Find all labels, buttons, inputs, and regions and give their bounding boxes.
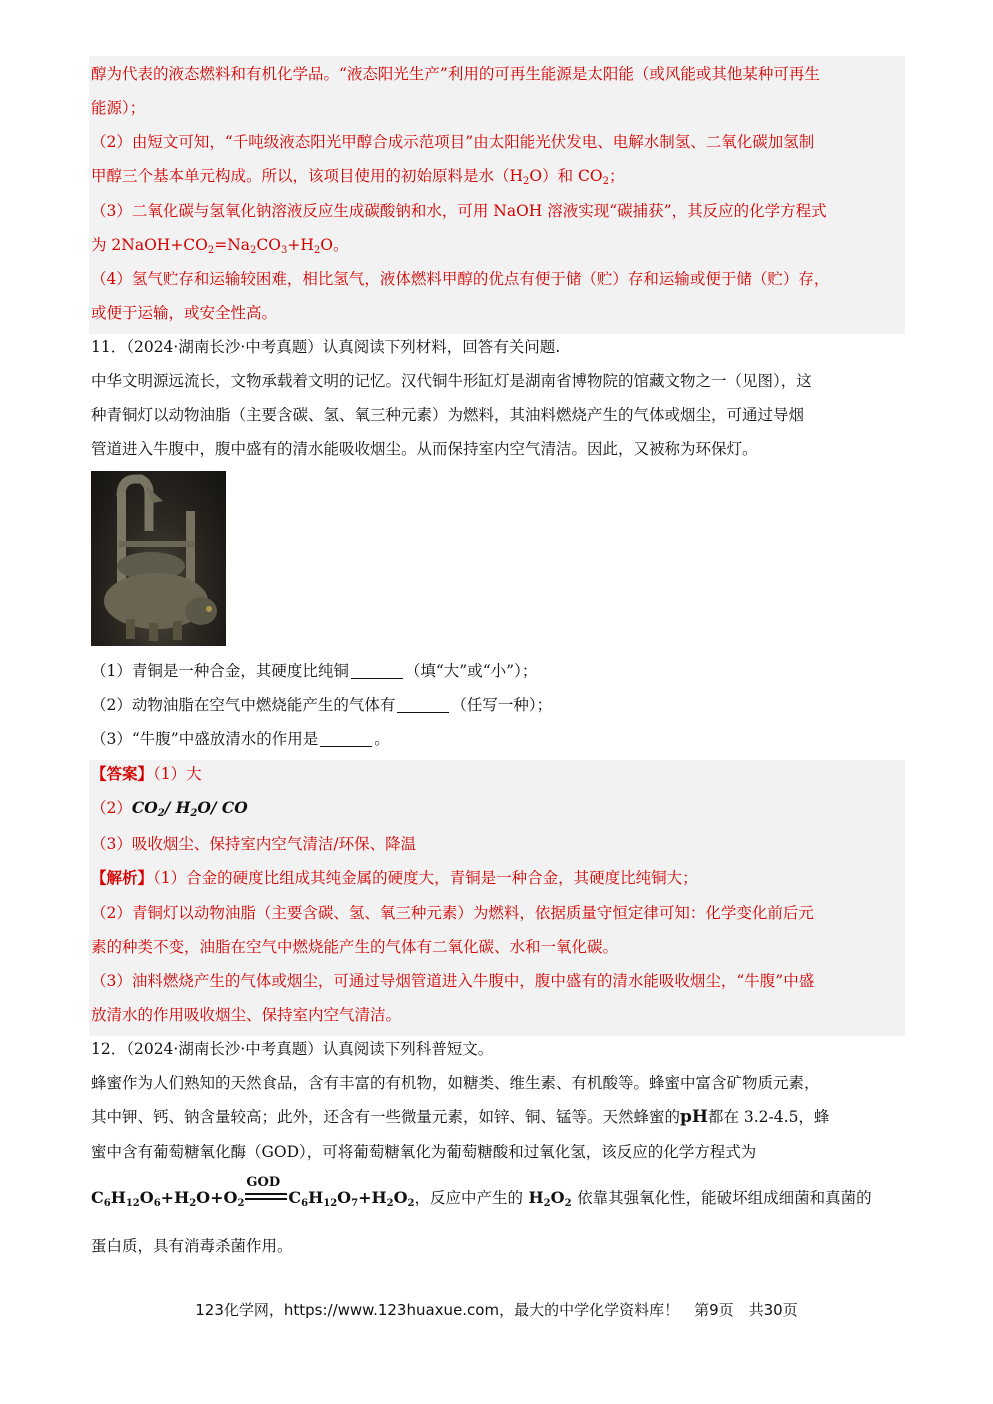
answer-blank[interactable]: [351, 664, 403, 679]
answer-blank[interactable]: [320, 732, 372, 747]
text-line: 蜂蜜作为人们熟知的天然食品，含有丰富的有机物，如糖类、维生素、有机酸等。蜂蜜中富含矿物质元素，: [91, 1074, 820, 1092]
text-line: 中华文明源远流长，文物承载着文明的记忆。汉代铜牛形缸灯是湖南省博物院的馆藏文物之一（见图），这: [91, 372, 812, 390]
text-line: （3）二氧化碳与氢氧化钠溶液反应生成碳酸钠和水，可用 NaOH 溶液实现“碳捕获”，其反应的化学方程式: [91, 202, 827, 220]
text-line: 醇为代表的液态燃料和有机化学品。“液态阳光生产”利用的可再生能源是太阳能（或风能或其他某种可再生: [91, 65, 820, 83]
answer-line: $(2)CO_2/$ $H_2O/$ CO: [91, 798, 248, 819]
text-line: 管道进入牛腹中，腹中盛有的清水能吸收烟尘。从而保持室内空气清洁。因此，又被称为环保灯。: [91, 440, 758, 458]
text-line: 其中钾、钙、钠含量较高；此外，还含有一些微量元素，如锌、铜、锰等。天然蜂蜜的pH都在 3.2-4.5，蜂: [91, 1107, 830, 1127]
text-line: 或便于运输，或安全性高。: [91, 304, 278, 322]
explanation-line: （2）青铜灯以动物油脂（主要含碳、氢、氧三种元素）为燃料，依据质量守恒定律可知：化学变化前后元: [91, 904, 814, 922]
text-line: （4）氢气贮存和运输较困难，相比氢气，液体燃料甲醇的优点有便于储（贮）存和运输或便于储（贮）存，: [91, 270, 830, 288]
text-line: 甲醇三个基本单元构成。所以，该项目使用的初始原料是水$(H_2O)$和 $CO_2$；: [91, 167, 625, 187]
explanation-line: 放清水的作用吸收烟尘、保持室内空气清洁。: [91, 1006, 402, 1024]
explanation-line: 【解析】（1）合金的硬度比组成其纯金属的硬度大，青铜是一种合金，其硬度比纯铜大；: [91, 868, 698, 887]
question-11-heading: 11．（2024·湖南长沙·中考真题）认真阅读下列材料，回答有关问题.: [91, 338, 561, 356]
question-11-sub-1: （1）青铜是一种合金，其硬度比纯铜 （填“大”或“小”）；: [91, 662, 538, 680]
answer-blank[interactable]: [397, 698, 449, 713]
text-line: 种青铜灯以动物油脂（主要含碳、氢、氧三种元素）为燃料，其油料燃烧产生的气体或烟尘，可通过导烟: [91, 406, 805, 424]
text-line: 蛋白质，具有消毒杀菌作用。: [91, 1237, 293, 1255]
answer-line: 【答案】（1）大: [91, 764, 202, 783]
question-11-sub-3: （3）“牛腹”中盛放清水的作用是 。: [91, 730, 390, 748]
answer-line: （3）吸收烟尘、保持室内空气清洁/环保、降温: [91, 835, 417, 853]
page-footer: 123化学网，https://www.123huaxue.com，最大的中学化学资料库！ 第9页 共30页: [195, 1301, 798, 1319]
explanation-line: （3）油料燃烧产生的气体或烟尘，可通过导烟管道进入牛腹中，腹中盛有的清水能吸收烟尘，“牛腹”中盛: [91, 972, 815, 990]
question-11-sub-2: （2）动物油脂在空气中燃烧能产生的气体有 （任写一种）；: [91, 696, 553, 714]
equation-line: $C_6H_{12}O_6+H_2O+O_2$ GOD $C_6H_{12}O_7+H_2O_2$，反应中产生的 $H_2O_2$ 依靠其强氧化性，能破坏组成细菌和真菌的: [91, 1175, 872, 1209]
text-line: （2）由短文可知，“千吨级液态阳光甲醇合成示范项目”由太阳能光伏发电、电解水制氢、二氧化碳加氢制: [91, 133, 815, 151]
text-line: 为 $2NaOH+CO_2=Na_2CO_3+H_2O$。: [91, 236, 349, 256]
text-line: 能源）；: [91, 99, 146, 117]
question-12-heading: 12．（2024·湖南长沙·中考真题）认真阅读下列科普短文。: [91, 1040, 494, 1058]
bronze-ox-lamp-image: [91, 471, 226, 646]
explanation-line: 素的种类不变，油脂在空气中燃烧能产生的气体有二氧化碳、水和一氧化碳。: [91, 938, 619, 956]
text-line: 蜜中含有葡萄糖氧化酶（GOD），可将葡萄糖氧化为葡萄糖酸和过氧化氢，该反应的化学方程式为: [91, 1143, 757, 1161]
